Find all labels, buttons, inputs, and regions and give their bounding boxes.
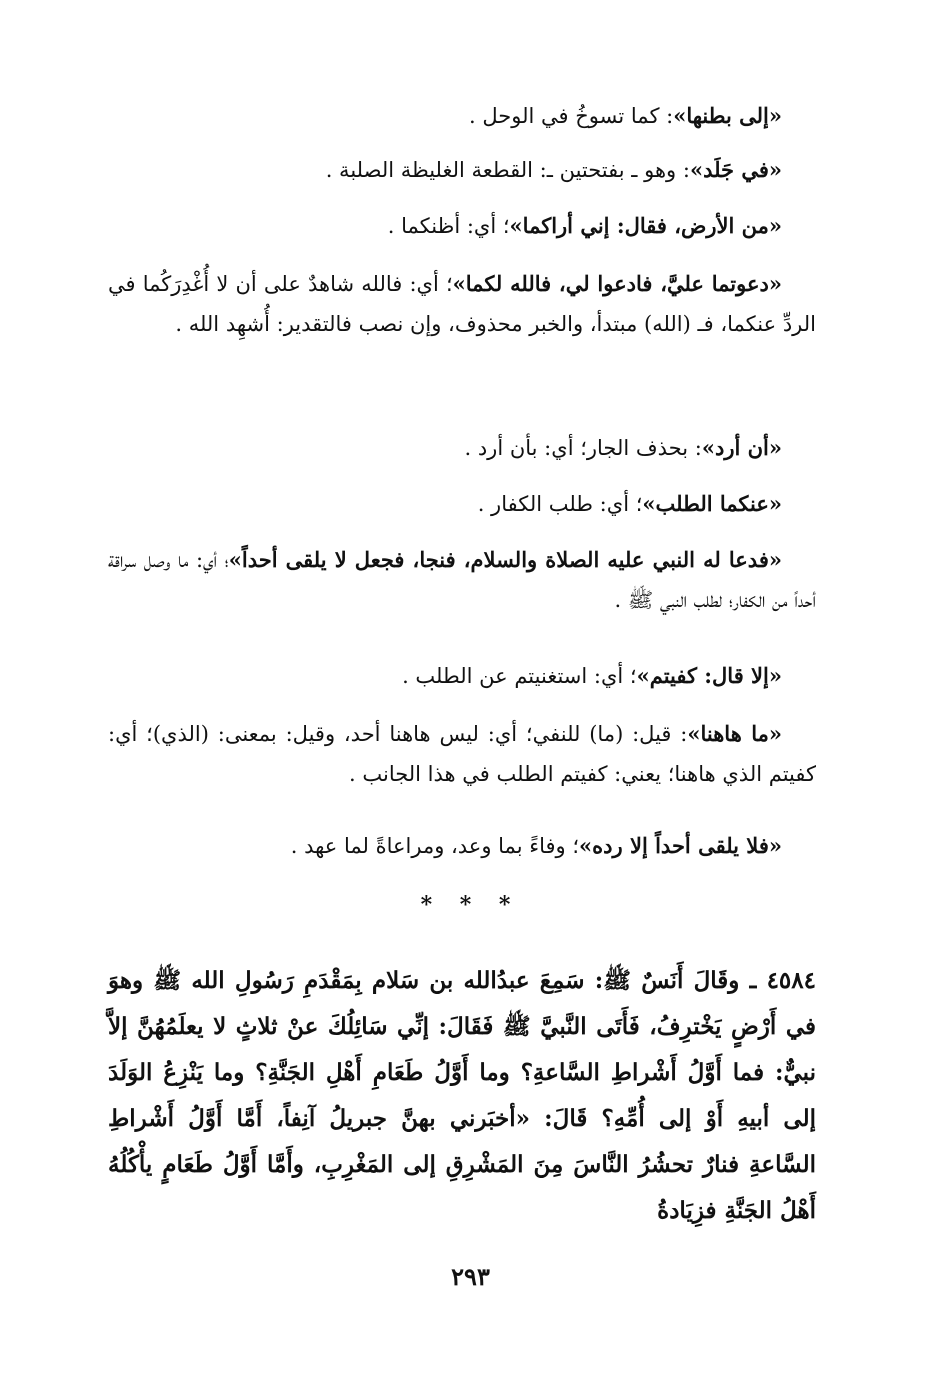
entry-body: قيل: (ما) للنفي؛ أي: ليس هاهنا أحد، وقيل: بمعنى: (الذي)؛ أي: كفيتم الذي هاهنا؛ يعني: كفيتم الطلب في هذا الجانب .: [108, 722, 816, 786]
entry-term: «إلى بطنها»: [673, 103, 782, 128]
entry-1: [108, 96, 816, 136]
entry-term: «في جَلَد»: [689, 157, 782, 182]
entry-sep: :: [671, 722, 688, 746]
entry-term: «من الأرض، فقال: إني أراكما»: [509, 213, 782, 238]
entry-sep: ؛: [496, 214, 510, 238]
entry-term: «ما هاهنا»: [687, 721, 782, 746]
hadith-text: ٤٥٨٤ ـ وقَالَ أَنَسٌ ﷺ: سَمِعَ عبدُالله بن سَلام بِمَقْدَمِ رَسُولِ الله ﷺ وهوَ في أَرْضٍ يَخْترِفُ، فَأَتَى النَّبيَّ ﷺ فَقَالَ: إنِّي سَائِلُكَ عنْ ثلاثٍ لا يعلَمُهُنَّ إلاَّ نبيٌّ: فما أَوَّلُ أَشْراطِ السَّاعةِ؟ وما أَوَّلُ طَعَامِ أَهْلِ الجَنَّةِ؟ وما يَنْزِعُ الوَلَدَ إلى أبيهِ أَوْ إلى أُمِّهِ؟ قَالَ: «أخبَرني بهنَّ جبريلُ آنِفاً، أَمَّا أَوَّلُ أَشْراطِ السَّاعةِ فنارٌ تحشُرُ النَّاسَ مِنَ المَشْرِقِ إلى المَغْرِبِ، وأَمَّا أَوَّلُ طَعَامٍ يأْكُلُهُ أَهْلُ الجَنَّةِ فزِيَادةُ: [108, 967, 816, 1224]
entry-term: «عنكما الطلب»: [642, 491, 782, 516]
entry-body: أي: ما وصل سراقة أحداً من الكفار؛ لطلب النبي ﷺ .: [108, 548, 816, 612]
entry-body: أي: فالله شاهدٌ على أن لا أُغْدِرَكُما في الردِّ عنكما، فـ (الله) مبتدأ، والخبر محذوف، وإن نصب فالتقدير: أُشهِد الله .: [108, 272, 816, 336]
entry-sep: ؛: [217, 548, 229, 572]
entry-body: وهو ـ بفتحتين ـ: القطعة الغليظة الصلبة .: [325, 158, 677, 182]
entry-body: كما تسوخُ في الوحل .: [469, 104, 660, 128]
entry-7: [108, 540, 816, 620]
entry-8: [108, 656, 816, 696]
entry-9: [108, 714, 816, 794]
entry-term: «أن أرد»: [701, 435, 782, 460]
entry-term: «إلا قال: كفيتم»: [636, 663, 782, 688]
entry-4: [108, 264, 816, 344]
entry-sep: ؛: [565, 834, 580, 858]
entry-term: «فدعا له النبي عليه الصلاة والسلام، فنجا، فجعل لا يلقى أحداً»: [228, 547, 782, 572]
entry-body: أي: طلب الكفار .: [477, 492, 630, 516]
entry-body: وفاءً بما وعد، ومراعاةً لما عهد .: [290, 834, 566, 858]
entry-body: أي: أظنكما .: [387, 214, 497, 238]
entry-body: بحذف الجار؛ أي: بأن أرد .: [464, 436, 689, 460]
entry-term: «دعوتما عليَّ، فادعوا لي، فالله لكما»: [452, 271, 782, 296]
entry-body: أي: استغنيتم عن الطلب .: [402, 664, 624, 688]
entry-sep: ؛: [623, 664, 637, 688]
entry-3: [108, 206, 816, 246]
entry-10: [108, 826, 816, 866]
page-number: ٢٩٣: [451, 1262, 490, 1291]
entry-sep: :: [659, 104, 674, 128]
section-separator: * * *: [420, 892, 521, 918]
entry-2: [108, 150, 816, 190]
entry-sep: :: [676, 158, 690, 182]
entry-sep: :: [688, 436, 702, 460]
entry-6: [108, 484, 816, 524]
entry-term: «فلا يلقى أحداً إلا رده»: [579, 833, 782, 858]
entry-sep: ؛: [438, 272, 453, 296]
entry-5: [108, 428, 816, 468]
entry-sep: ؛: [629, 492, 643, 516]
